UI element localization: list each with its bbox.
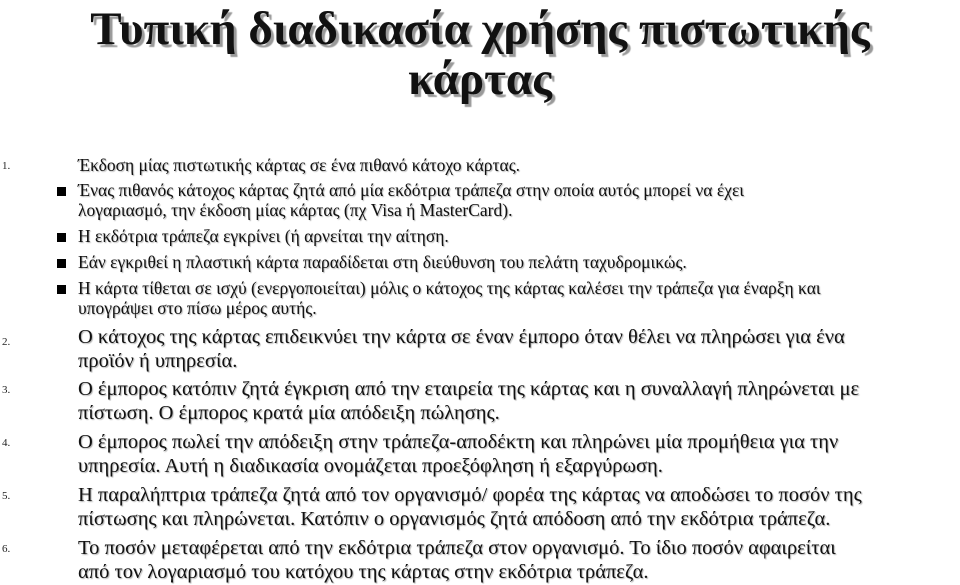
slide-title-line-2: κάρτας (408, 53, 552, 105)
step-text-line-1: Η παραλήπτρια τράπεζα ζητά από τον οργανισμό/ φορέα της κάρτας να αποδώσει το ποσόν της (78, 484, 862, 506)
step-number: 4. (2, 437, 11, 449)
step-text-line-2: πίστωση. Ο έμπορος κρατά μία απόδειξη πώλησης. (78, 402, 500, 424)
sub-item-line-2: υπογράψει στο πίσω μέρος αυτής. (78, 298, 317, 318)
sub-item-line-2: λογαριασμό, την έκδοση μίας κάρτας (πχ Visa ή MasterCard). (78, 200, 513, 220)
step-text-line-2: πίστωσης και πληρώνεται. Κατόπιν ο οργανισμός ζητά απόδοση από την εκδότρια τράπεζα. (78, 508, 831, 530)
step-text-line-2: προϊόν ή υπηρεσία. (78, 350, 238, 372)
step-text (78, 483, 862, 531)
step-text (78, 536, 836, 584)
step-number: 6. (2, 543, 11, 555)
step-text-line-2: υπηρεσία. Αυτή η διαδικασία ονομάζεται προεξόφληση ή εξαργύρωση. (78, 455, 663, 477)
step-number: 1. (2, 160, 11, 172)
sub-item (78, 180, 744, 220)
step-text-line-1: Ο κάτοχος της κάρτας επιδεικνύει την κάρτα σε έναν έμπορο όταν θέλει να πληρώσει για ένα (78, 326, 845, 348)
slide-title-line-1: Τυπική διαδικασία χρήσης πιστωτικής (90, 3, 870, 55)
sub-item (78, 226, 449, 246)
step-text (78, 325, 845, 373)
sub-item-line-1: Η κάρτα τίθεται σε ισχύ (ενεργοποιείται) μόλις ο κάτοχος της κάρτας καλέσει την τράπεζα για έναρξη και (78, 278, 821, 298)
step-text (78, 377, 859, 425)
step-number: 3. (2, 384, 11, 396)
bullet-icon (57, 233, 66, 242)
sub-item (78, 278, 821, 318)
step-text (78, 430, 838, 478)
bullet-icon (57, 285, 66, 294)
step-text-line-1: Ο έμπορος πωλεί την απόδειξη στην τράπεζα-αποδέκτη και πληρώνει μία προμήθεια για την (78, 431, 839, 453)
step-text-line-1: Το ποσόν μεταφέρεται από την εκδότρια τράπεζα στον οργανισμό. Το ίδιο ποσόν αφαιρείται (78, 537, 836, 559)
step-number: 5. (2, 490, 11, 502)
sub-item-line-1: Η εκδότρια τράπεζα εγκρίνει (ή αρνείται την αίτηση. (78, 226, 449, 246)
bullet-icon (57, 187, 66, 196)
slide-title (0, 0, 960, 104)
step-text-line-1: Ο έμπορος κατόπιν ζητά έγκριση από την εταιρεία της κάρτας και η συναλλαγή πληρώνεται με (78, 378, 860, 400)
sub-item-line-1: Εάν εγκριθεί η πλαστική κάρτα παραδίδεται στη διεύθυνση του πελάτη ταχυδρομικώς. (78, 252, 687, 272)
sub-item (78, 252, 687, 272)
bullet-icon (57, 259, 66, 268)
step-text: Έκδοση μίας πιστωτικής κάρτας σε ένα πιθανό κάτοχο κάρτας. (78, 155, 521, 175)
sub-item-line-1: Ένας πιθανός κάτοχος κάρτας ζητά από μία εκδότρια τράπεζα στην οποία αυτός μπορεί να έχει (78, 180, 745, 200)
step-text-line-2: από τον λογαριασμό του κατόχου της κάρτας στην εκδότρια τράπεζα. (78, 561, 649, 583)
step-number: 2. (2, 336, 11, 348)
